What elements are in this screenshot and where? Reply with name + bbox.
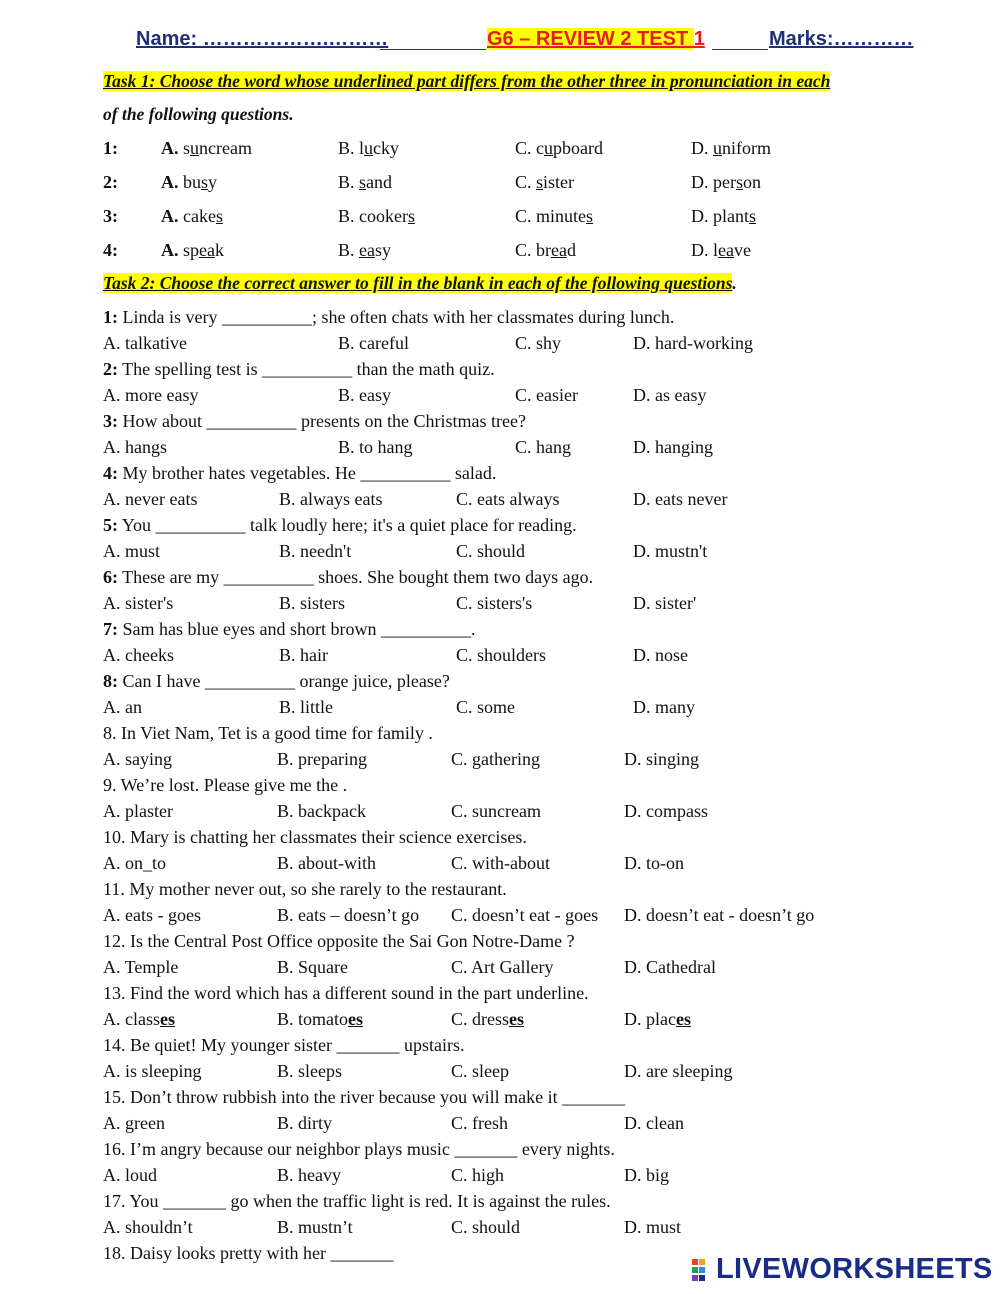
question-text [103,1139,615,1160]
question-text [103,1035,464,1056]
underlined-part: u [713,138,722,158]
answer-option[interactable]: A. Temple [103,957,179,977]
answer-option[interactable]: A. loud [103,1165,157,1185]
answer-option[interactable]: D. hard-working [633,333,753,353]
answer-option[interactable]: C. dresses [451,1009,524,1029]
question-stem: Can I have __________ orange juice, please? [118,671,450,691]
answer-option[interactable]: C. shoulders [456,645,546,665]
answer-option[interactable]: C. Art Gallery [451,957,554,977]
answer-option[interactable]: D. must [624,1217,682,1237]
answer-option[interactable]: A. talkative [103,333,187,353]
answer-option[interactable]: C. doesn’t eat - goes [451,905,599,925]
answer-option[interactable]: D. clean [624,1113,684,1133]
task1-option[interactable]: A. cakes [161,206,223,226]
option-letter: A. [161,240,183,260]
answer-option[interactable]: C. with-about [451,853,550,873]
answer-option[interactable]: C. some [456,697,516,717]
question-text [103,411,526,432]
question-text [103,723,433,744]
question-stem: 14. Be quiet! My younger sister _______ upstairs. [103,1035,465,1055]
question-stem: Sam has blue eyes and short brown __________. [118,619,476,639]
name-field[interactable]: Name: ……………….……… [136,28,389,50]
answer-option[interactable]: B. hair [279,645,328,665]
answer-option[interactable]: C. suncream [451,801,541,821]
liveworksheets-logo-icon [692,1259,712,1281]
answer-option[interactable]: B. sleeps [277,1061,342,1081]
answer-option[interactable]: B. dirty [277,1113,333,1133]
answer-option[interactable]: B. careful [338,333,409,353]
answer-option[interactable]: C. should [456,541,526,561]
question-text [103,567,593,588]
question-stem: 17. You _______ go when the traffic light is red. It is against the rules. [103,1191,611,1211]
question-number: 4: [103,463,118,483]
answer-option[interactable]: A. shouldn’t [103,1217,193,1237]
question-text [103,307,674,328]
question-stem: Linda is very __________; she often chats with her classmates during lunch. [118,307,675,327]
answer-option[interactable]: D. many [633,697,695,717]
question-text [103,1087,625,1108]
underlined-part: s [201,172,209,192]
answer-option[interactable]: D. big [624,1165,669,1185]
question-number: 3: [103,411,118,431]
task1-option[interactable]: C. minutes [515,206,594,226]
task1-option[interactable]: B. cookers [338,206,415,226]
answer-option[interactable]: D. nose [633,645,688,665]
answer-option[interactable]: B. eats – doesn’t go [277,905,420,925]
question-stem: You __________ talk loudly here; it's a quiet place for reading. [118,515,577,535]
question-stem: 10. Mary is chatting her classmates their science exercises. [103,827,527,847]
question-number: 1: [103,307,118,327]
question-text [103,1191,611,1212]
underlined-part: s [407,206,415,226]
task1-question-number: 4: [103,240,118,260]
task1-option[interactable]: D. person [691,172,761,192]
answer-option[interactable]: B. sisters [279,593,346,613]
question-number: 8: [103,671,118,691]
title-underline [712,49,768,50]
underlined-part: ea [359,240,375,260]
answer-option[interactable]: C. hang [515,437,571,457]
question-stem: The spelling test is __________ than the math quiz. [118,359,495,379]
task1-heading-cont: of the following questions. [103,104,294,124]
answer-option[interactable]: D. are sleeping [624,1061,733,1081]
answer-option[interactable]: D. eats never [633,489,728,509]
question-stem: These are my __________ shoes. She bought them two days ago. [118,567,594,587]
answer-option[interactable]: A. green [103,1113,165,1133]
question-text [103,983,589,1004]
answer-option[interactable]: B. needn't [279,541,352,561]
answer-option[interactable]: C. sleep [451,1061,509,1081]
answer-option[interactable]: B. mustn’t [277,1217,353,1237]
question-stem: How about __________ presents on the Christmas tree? [118,411,526,431]
answer-option[interactable]: B. backpack [277,801,366,821]
task1-option[interactable]: C. bread [515,240,576,260]
answer-option[interactable]: B. little [279,697,333,717]
answer-option[interactable]: A. classes [103,1009,175,1029]
question-stem: 16. I’m angry because our neighbor plays music _______ every nights. [103,1139,615,1159]
question-number: 7: [103,619,118,639]
task1-option[interactable]: D. uniform [691,138,771,158]
answer-option[interactable]: A. on_to [103,853,166,873]
answer-option[interactable]: D. hanging [633,437,713,457]
question-text [103,775,347,796]
answer-option[interactable]: B. about-with [277,853,376,873]
question-text [103,359,495,380]
underlined-part: es [348,1009,363,1029]
underlined-part: s [536,172,544,192]
question-text [103,463,496,484]
question-stem: 11. My mother never out, so she rarely to the restaurant. [103,879,507,899]
question-stem: 9. We’re lost. Please give me the . [103,775,348,795]
task1-question-number: 2: [103,172,118,192]
task1-option[interactable]: A. suncream [161,138,252,158]
logo-text: LIVEWORKSHEETS [716,1253,993,1285]
answer-option[interactable]: D. as easy [633,385,707,405]
question-number: 6: [103,567,118,587]
question-text [103,671,450,692]
underlined-part: es [509,1009,524,1029]
task1-question-number: 1: [103,138,118,158]
answer-option[interactable]: C. fresh [451,1113,508,1133]
underlined-part: s [215,206,223,226]
question-text [103,827,527,848]
task1-option[interactable]: B. easy [338,240,392,260]
question-stem: 15. Don’t throw rubbish into the river because you will make it _______ [103,1087,626,1107]
task1-option[interactable]: B. lucky [338,138,400,158]
task1-option[interactable]: D. leave [691,240,751,260]
answer-option[interactable]: D. sister' [633,593,697,613]
underlined-part: u [544,138,553,158]
answer-option[interactable]: D. singing [624,749,700,769]
task1-heading: Task 1: Choose the word whose underlined part differs from the other three in pronunciation in each [103,71,831,91]
answer-option[interactable]: A. sister's [103,593,174,613]
question-stem: 8. In Viet Nam, Tet is a good time for family . [103,723,433,743]
task1-option[interactable]: A. speak [161,240,224,260]
test-title: G6 – REVIEW 2 TEST 1 [487,28,705,50]
answer-option[interactable]: B. preparing [277,749,367,769]
question-stem: 12. Is the Central Post Office opposite the Sai Gon Notre-Dame ? [103,931,575,951]
question-text [103,879,507,900]
answer-option[interactable]: C. easier [515,385,578,405]
underlined-part: s [735,172,743,192]
answer-option[interactable]: B. tomatoes [277,1009,363,1029]
answer-option[interactable]: B. always eats [279,489,383,509]
option-letter: A. [161,138,183,158]
underlined-part: s [749,206,757,226]
answer-option[interactable]: D. mustn't [633,541,708,561]
underlined-part: u [190,138,200,158]
question-stem: 18. Daisy looks pretty with her _______ [103,1243,394,1263]
option-letter: A. [161,206,183,226]
answer-option[interactable]: D. compass [624,801,708,821]
answer-option[interactable]: D. Cathedral [624,957,716,977]
underlined-part: ea [551,240,567,260]
question-stem: 13. Find the word which has a different sound in the part underline. [103,983,589,1003]
option-letter: A. [161,172,183,192]
marks-field[interactable]: Marks:………… [769,28,914,50]
underlined-part: es [675,1009,691,1029]
answer-option[interactable]: D. doesn’t eat - doesn’t go [624,905,815,925]
question-text [103,931,575,952]
answer-option[interactable]: B. easy [338,385,391,405]
task1-question-number: 3: [103,206,118,226]
answer-option[interactable]: C. high [451,1165,505,1185]
question-number: 2: [103,359,118,379]
underlined-part: s [586,206,594,226]
underlined-part: u [364,138,374,158]
question-number: 5: [103,515,118,535]
answer-option[interactable]: A. more easy [103,385,199,405]
answer-option[interactable]: A. an [103,697,142,717]
answer-option[interactable]: C. should [451,1217,521,1237]
answer-option[interactable]: D. places [624,1009,691,1029]
answer-option[interactable]: B. heavy [277,1165,341,1185]
answer-option[interactable]: C. sisters's [456,593,533,613]
answer-option[interactable]: B. Square [277,957,348,977]
answer-option[interactable]: C. shy [515,333,562,353]
task1-option[interactable]: B. sand [338,172,393,192]
answer-option[interactable]: B. to hang [338,437,413,457]
task1-option[interactable]: C. sister [515,172,575,192]
underlined-part: ea [718,240,734,260]
answer-option[interactable]: A. cheeks [103,645,174,665]
question-stem: My brother hates vegetables. He __________ salad. [118,463,497,483]
answer-option[interactable]: A. saying [103,749,172,769]
answer-option[interactable]: A. hangs [103,437,167,457]
liveworksheets-logo [692,1253,993,1286]
question-text [103,619,475,640]
task2-heading: Task 2: Choose the correct answer to fill in the blank in each of the following questions. [103,273,737,293]
answer-option[interactable]: D. to-on [624,853,684,873]
task1-option[interactable]: C. cupboard [515,138,603,158]
answer-option[interactable]: A. is sleeping [103,1061,202,1081]
task1-option[interactable]: A. busy [161,172,218,192]
answer-option[interactable]: A. eats - goes [103,905,201,925]
answer-option[interactable]: A. plaster [103,801,173,821]
underlined-part: s [359,172,367,192]
underlined-part: es [160,1009,175,1029]
underlined-part: ea [199,240,215,260]
name-underline [380,49,486,50]
answer-option[interactable]: C. eats always [456,489,560,509]
question-text [103,515,577,536]
task1-option[interactable]: D. plants [691,206,757,226]
answer-option[interactable]: A. never eats [103,489,198,509]
question-text [103,1243,393,1264]
answer-option[interactable]: A. must [103,541,161,561]
answer-option[interactable]: C. gathering [451,749,540,769]
